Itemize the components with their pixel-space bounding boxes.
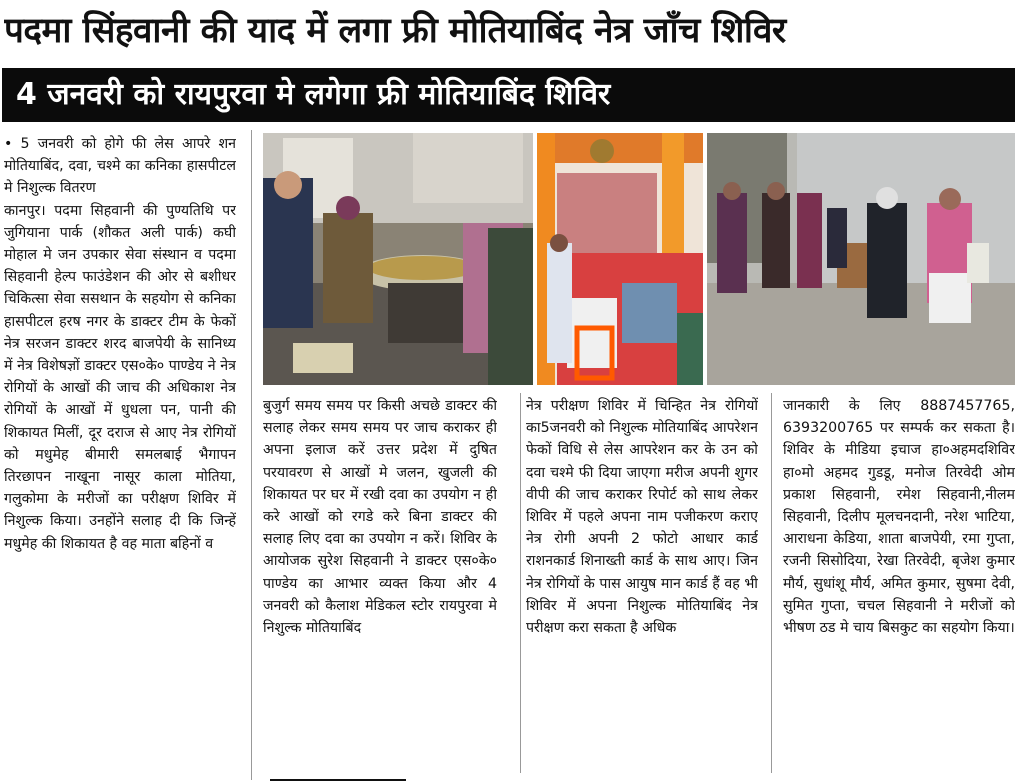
photo-eye-checkup-tent bbox=[537, 133, 703, 385]
photo-street-gathering bbox=[707, 133, 1015, 385]
subheadline-bar bbox=[2, 68, 1015, 122]
bullet-highlight: • 5 जनवरी को होगे फी लेस आपरे शन मोतियाबिंद, दवा, चश्मे का कनिका हासपीटल मे निशुल्क वितरण bbox=[4, 136, 236, 197]
column-divider bbox=[251, 130, 252, 780]
article-column-2 bbox=[263, 395, 497, 775]
article-column-4 bbox=[783, 395, 1015, 775]
column-divider bbox=[520, 393, 521, 773]
column-end-rule bbox=[270, 779, 406, 781]
article-column-1 bbox=[4, 133, 236, 779]
article-body-2: बुजुर्ग समय समय पर किसी अचछे डाक्टर की सलाह लेकर समय समय पर जाच कराकर ही अपना इलाज करें उत्तर प्रदेश में दुषित परयावरण से आखों मे जलन, खुजली की शिकायत पर घर में रखी दवा का उपयोग न ही करे आखों को रगडे करे बिना डाक्टर की सलाह लिए दवा का उपयोग न करें। शिविर के आयोजक सुरेश सिहवानी ने डाक्टर एस०के० पाण्डेय का आभार व्यक्त किया और 4 जनवरी को कैलाश मेडिकल स्टोर रायपुरवा मे निशुल्क मोतियाबिंद bbox=[263, 398, 497, 637]
article-body-3: नेत्र परीक्षण शिविर में चिन्हित नेत्र रोगियों का5जनवरी को निशुल्क मोतियाबिंद आपरेशन फेकों विधि से लेस आपरेशन कर के उन को दवा चश्मे फी दिया जाएगा मरीज अपनी शुगर वीपी की जाच कराकर रिपोर्ट को साथ लेकर शिविर में पहले अपना नाम पजीकरण कराए नेत्र रोगी अपनी 2 फोटो आधार कार्ड राशनकार्ड शिनाख्ती कार्ड के साथ आए। जिन नेत्र रोगियों के पास आयुष मान कार्ड हैं वह भी शिविर में अपना निशुल्क मोतियाबिंद नेत्र परीक्षण करा सकता है अधिक bbox=[526, 398, 758, 637]
headline: पदमा सिंहवानी की याद में लगा फ्री मोतियाबिंद नेत्र जाँच शिविर bbox=[4, 11, 786, 51]
article-column-3 bbox=[526, 395, 758, 775]
article-body-4: जानकारी के लिए 8887457765, 6393200765 पर सम्पर्क कर सकता है। शिविर के मीडिया इचाज हा०अहमदशिविर हा०मो अहमद गुडडू, मनोज तिरवेदी ओम प्रकाश सिहवानी, रमेश सिहवानी,नीलम सिहवानी, दिलीप मूलचनदानी, नरेश भाटिया, आराधना केडिया, शाता बाजपेयी, रमा गुप्ता, रजनी सिसोदिया, रेखा तिरवेदी, बृजेश कुमार मौर्य, सुधांशू मौर्य, अमित कुमार, सुषमा देवी, सुमित गुप्ता, चचल सिहवानी ने मरीजों को भीषण ठड मे चाय बिसकुट का सहयोग किया। bbox=[783, 398, 1015, 637]
subheadline: 4 जनवरी को रायपुरवा मे लगेगा फ्री मोतियाबिंद शिविर bbox=[16, 77, 611, 112]
photo-food-distribution bbox=[263, 133, 533, 385]
column-divider bbox=[771, 393, 772, 773]
article-body-1: कानपुर। पदमा सिहवानी की पुण्यतिथि पर जुगियाना पार्क (शौकत अली पार्क) कघी मोहाल मे जन उपकार सेवा संस्थान व पदमा सिहवानी हेल्प फाउंडेशन की ओर से बशीधर चिकित्सा सेवा ससथान के सहयोग से कनिका हासपीटल हरष नगर के डाक्टर टीम के फेकों नेत्र सरजन डाक्टर शरद बाजपेयी के सानिध्य में नेत्र विशेषज्ञों डाक्टर एस०के० पाण्डेय ने नेत्र रोगियों के आखों की जाच की अधिकाश नेत्र रोगियों के आखों में धुधला पन, पानी की शिकायत मिलीं, दूर दराज से आए नेत्र रोगियों को मधुमेह बीमारी समलबाई भैगापन तिरछापन नाखूना नासूर काला मोतिया, गलुकोमा के मरीजों का परीक्षण शिविर में निशुल्क किया। उनहोंने सलाह दी कि जिन्हें मधुमेह की शिकायत है वह माता बहिनों व bbox=[4, 202, 236, 552]
